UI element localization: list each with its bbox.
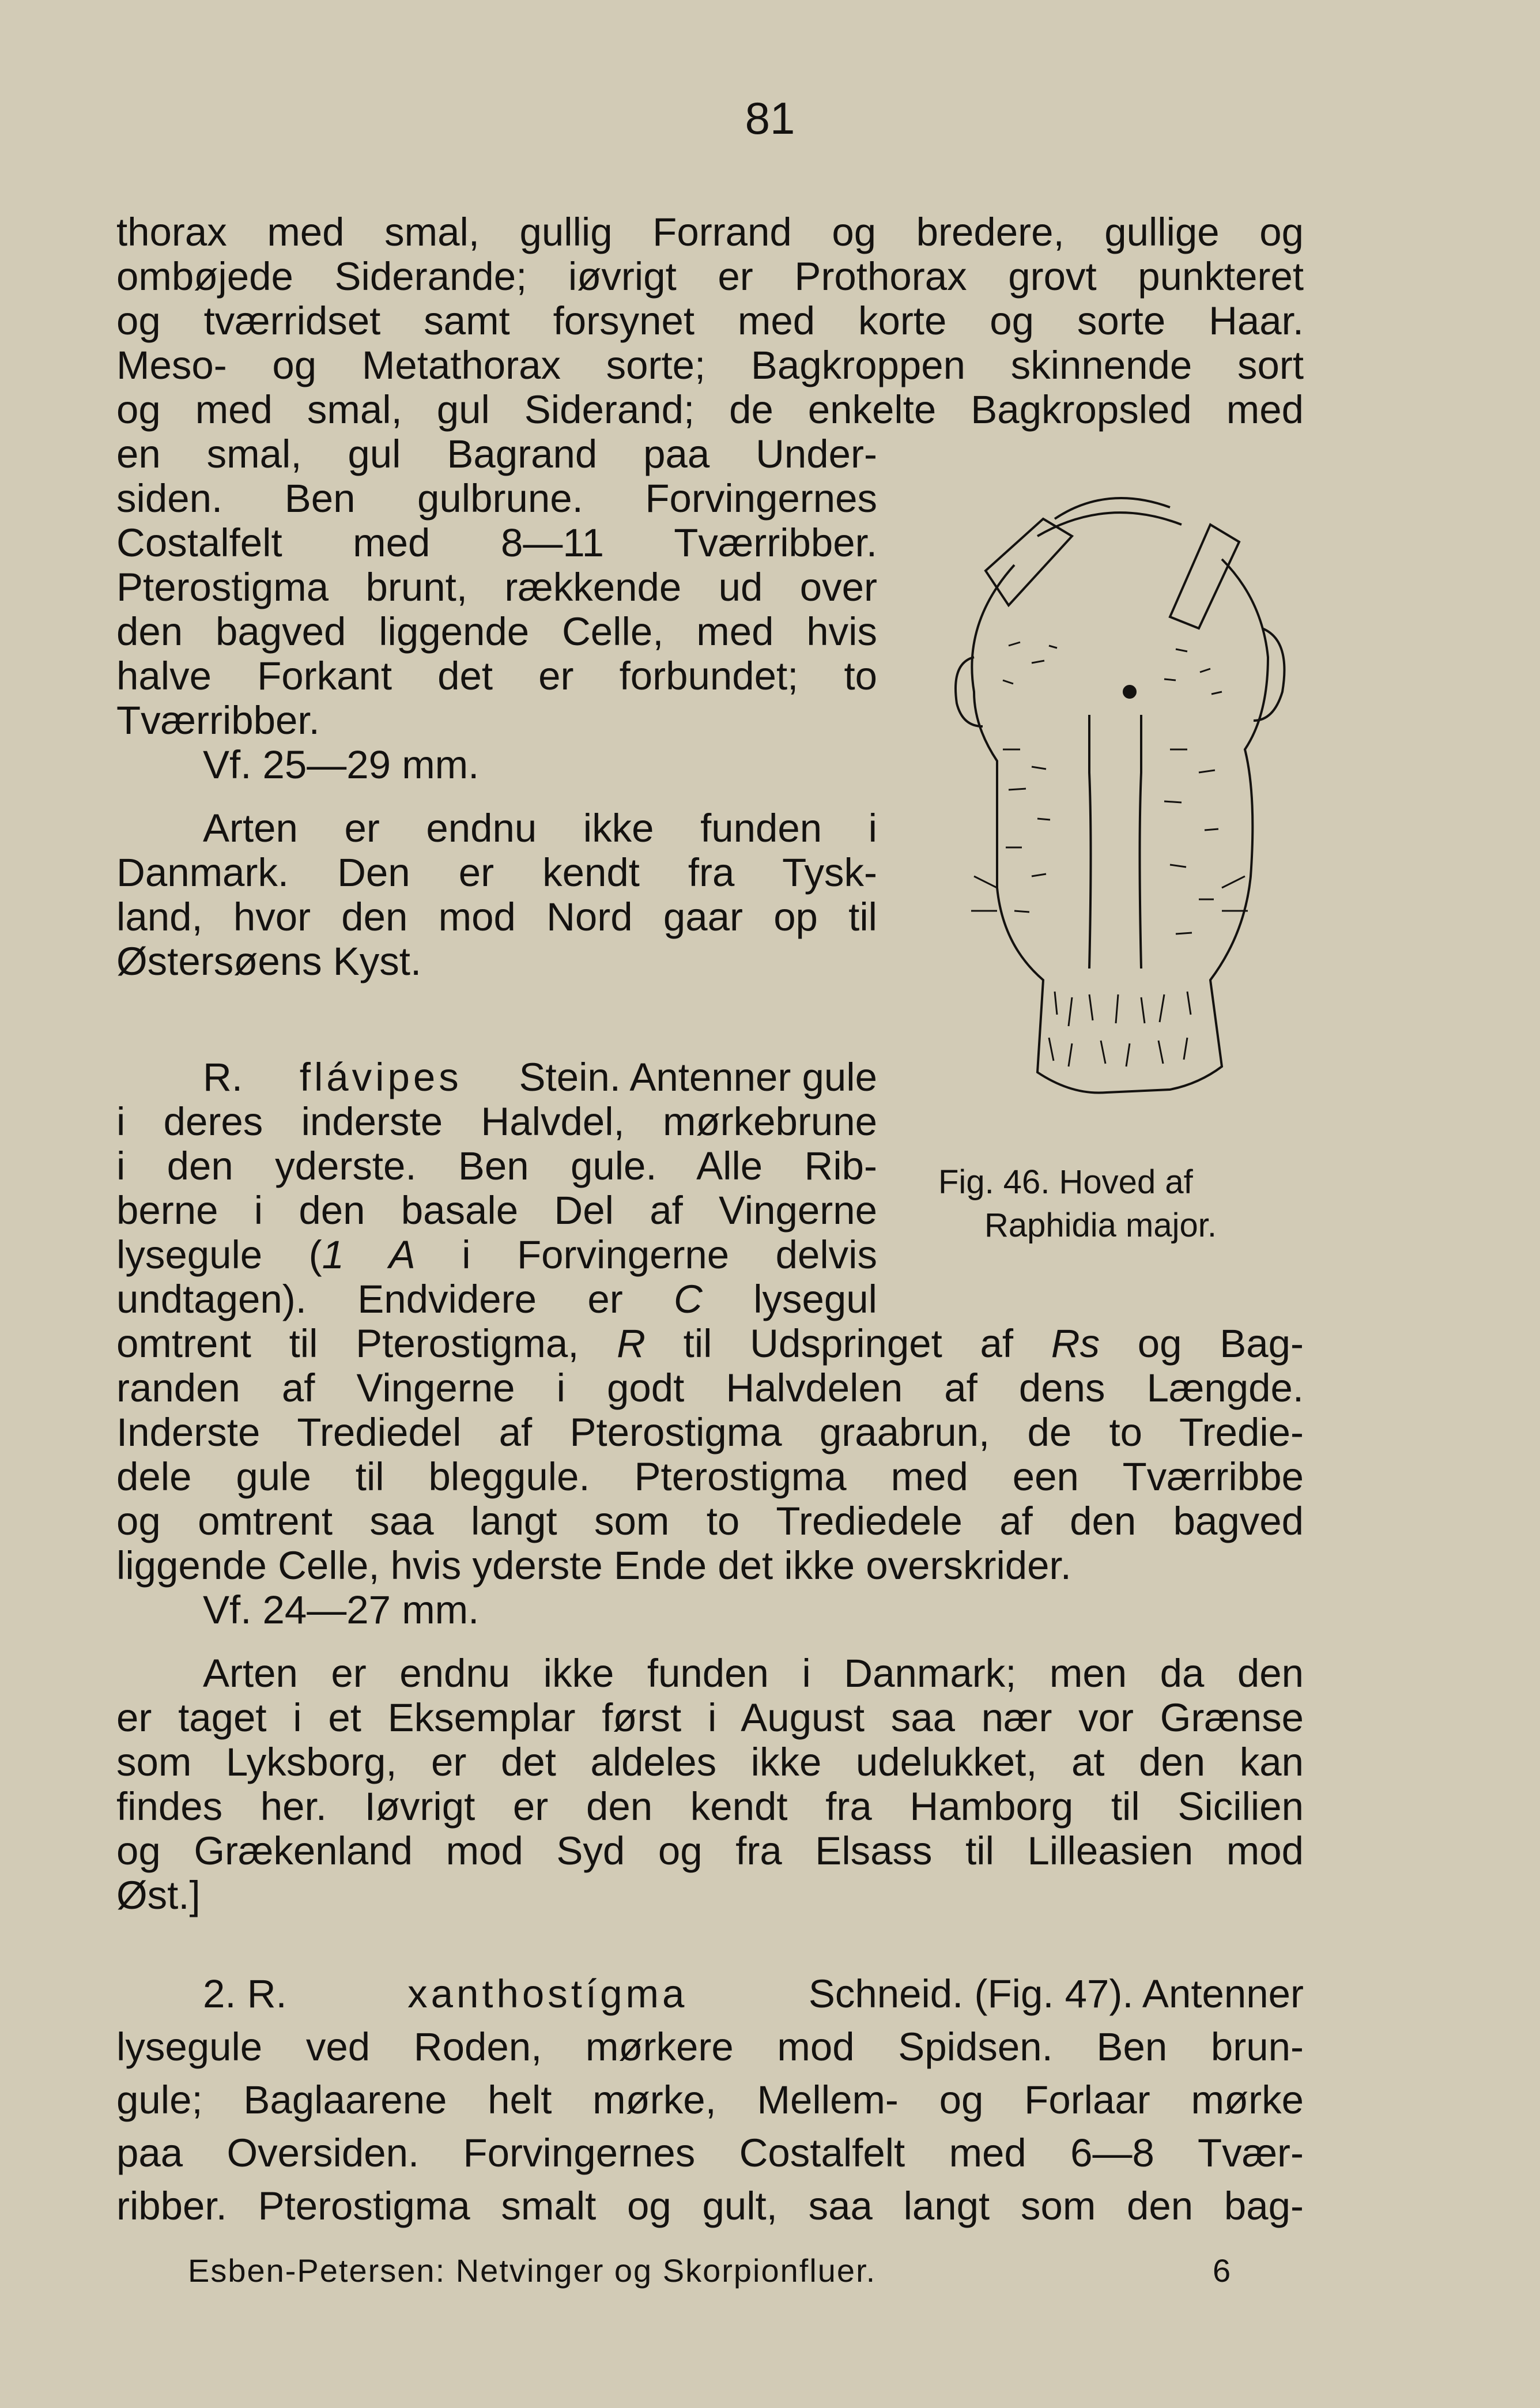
text-line: ribber. Pterostigma smalt og gult, saa langt som den bag-	[116, 2184, 1304, 2228]
species-name: xanthostígma	[407, 1972, 688, 2016]
text-line: Vf. 25—29 mm.	[203, 743, 480, 787]
text-line	[116, 1277, 877, 1322]
text-line: thorax med smal, gullig Forrand og bredere, gullige og	[116, 210, 1304, 254]
text-line: i deres inderste Halvdel, mørkebrune	[116, 1099, 877, 1144]
text-line: Inderste Trediedel af Pterostigma graabrun, de to Tredie-	[116, 1410, 1304, 1454]
text-line: Pterostigma brunt, rækkende ud over	[116, 565, 877, 609]
text-line: ombøjede Siderande; iøvrigt er Prothorax grovt punkteret	[116, 254, 1304, 299]
text-fragment: R.	[203, 1055, 243, 1099]
text-line: den bagved liggende Celle, med hvis	[116, 609, 877, 654]
text-fragment: i Forvingerne delvis	[415, 1233, 877, 1277]
text-line: Costalfelt med 8—11 Tværribber.	[116, 521, 877, 565]
text-line: halve Forkant det er forbundet; to	[116, 654, 877, 698]
text-line: Vf. 24—27 mm.	[203, 1588, 480, 1632]
text-line: som Lyksborg, er det aldeles ikke udelukket, at den kan	[116, 1740, 1304, 1784]
text-line: en smal, gul Bagrand paa Under-	[116, 432, 877, 476]
text-fragment: til Udspringet af	[645, 1321, 1051, 1366]
page-number: 81	[745, 93, 795, 144]
raphidia-head-illustration	[899, 473, 1303, 1147]
text-fragment: Stein. Antenner gule	[519, 1055, 877, 1099]
text-line: randen af Vingerne i godt Halvdelen af dens Længde.	[116, 1366, 1304, 1410]
text-line: findes her. Iøvrigt er den kendt fra Hamborg til Sicilien	[116, 1784, 1304, 1829]
text-line: Østersøens Kyst.	[116, 939, 422, 983]
text-line: Arten er endnu ikke funden i Danmark; men da den	[203, 1651, 1304, 1695]
text-line	[203, 1972, 1304, 2017]
footer-signature: Esben-Petersen: Netvinger og Skorpionfluer.	[188, 2252, 877, 2289]
text-line: og Grækenland mod Syd og fra Elsass til Lilleasien mod	[116, 1829, 1304, 1873]
species-name: flávipes	[299, 1055, 462, 1099]
text-fragment: omtrent til Pterostigma,	[116, 1321, 617, 1366]
text-line: Arten er endnu ikke funden i	[203, 806, 877, 850]
text-line: Tværribber.	[116, 698, 320, 743]
text-fragment: 1 A	[322, 1233, 416, 1277]
text-line	[116, 1233, 877, 1278]
text-line: gule; Baglaarene helt mørke, Mellem- og Forlaar mørke	[116, 2078, 1304, 2122]
text-line: liggende Celle, hvis yderste Ende det ikke overskrider.	[116, 1543, 1071, 1588]
text-line: land, hvor den mod Nord gaar op til	[116, 895, 877, 939]
text-fragment: Schneid. (Fig. 47). Antenner	[808, 1972, 1304, 2016]
text-line: dele gule til bleggule. Pterostigma med een Tværribbe	[116, 1454, 1304, 1499]
text-line: og tværridset samt forsynet med korte og sorte Haar.	[116, 299, 1304, 343]
text-line: siden. Ben gulbrune. Forvingernes	[116, 476, 877, 521]
text-fragment: undtagen). Endvidere er	[116, 1277, 674, 1321]
sheet-number: 6	[1213, 2252, 1232, 2289]
text-line: berne i den basale Del af Vingerne	[116, 1188, 877, 1233]
text-line: Øst.]	[116, 1873, 201, 1917]
text-line: Danmark. Den er kendt fra Tysk-	[116, 850, 877, 895]
text-line: i den yderste. Ben gule. Alle Rib-	[116, 1144, 877, 1188]
text-fragment: lysegule (	[116, 1233, 322, 1277]
text-fragment: C	[674, 1277, 703, 1321]
text-line: paa Oversiden. Forvingernes Costalfelt med 6—8 Tvær-	[116, 2131, 1304, 2175]
text-fragment: lysegul	[702, 1277, 877, 1321]
text-fragment: 2. R.	[203, 1972, 287, 2016]
text-fragment: og Bag-	[1100, 1321, 1304, 1366]
text-line: lysegule ved Roden, mørkere mod Spidsen. Ben brun-	[116, 2025, 1304, 2069]
figure-caption: Raphidia major.	[984, 1207, 1217, 1244]
figure-caption: Fig. 46. Hoved af	[938, 1163, 1193, 1201]
text-line: og omtrent saa langt som to Trediedele af den bagved	[116, 1499, 1304, 1543]
text-line	[203, 1055, 877, 1100]
text-fragment: R	[617, 1321, 646, 1366]
text-line	[116, 1321, 1304, 1366]
text-line: Meso- og Metathorax sorte; Bagkroppen skinnende sort	[116, 343, 1304, 387]
text-fragment: Rs	[1051, 1321, 1100, 1366]
text-line: er taget i et Eksemplar først i August saa nær vor Grænse	[116, 1695, 1304, 1740]
text-line: og med smal, gul Siderand; de enkelte Bagkropsled med	[116, 387, 1304, 432]
